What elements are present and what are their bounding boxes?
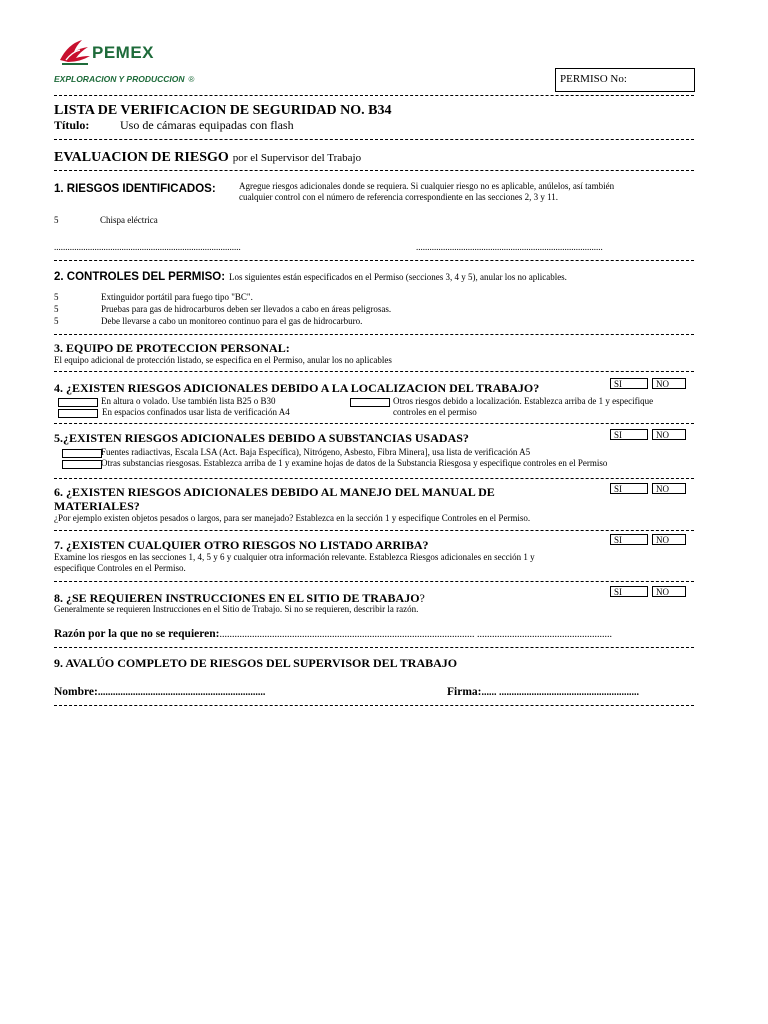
section-4-option-2: En espacios confinados usar lista de verificación A4 [102,407,290,417]
no-checkbox[interactable] [652,378,686,389]
divider [54,423,694,424]
no-label: NO [656,484,669,494]
section-6-heading-line1: 6. ¿EXISTEN RIESGOS ADICIONALES DEBIDO AL MANEJO DEL MANUAL DE [54,485,495,499]
section-5-option-2: Otras substancias riesgosas. Establezca arriba de 1 y examine hojas de datos de la Substancia Riesgosa y especifique controles en el Permiso [101,458,608,468]
divider [54,705,694,706]
divider [54,334,694,335]
brand-name: PEMEX [92,43,155,62]
yes-checkbox[interactable] [610,378,648,389]
yes-label: SI [614,587,623,597]
yes-label: SI [614,379,623,389]
control-item-text: Pruebas para gas de hidrocarburos deben ser llevados a cabo en áreas peligrosas. [101,304,392,314]
section-5-option-1: Fuentes radiactivas, Escala LSA (Act. Baja Específica), Nitrógeno, Asbesto, Fibra Minera], usa lista de verificación A5 [101,447,531,457]
control-item [54,292,253,303]
title-value: Uso de cámaras equipadas con flash [120,118,294,132]
permit-number-box[interactable] [555,68,695,92]
section-1-heading: 1. RIESGOS IDENTIFICADOS: [54,183,216,195]
title-row [54,118,294,133]
no-label: NO [656,379,669,389]
section-7-desc-line2: especifique Controles en el Permiso. [54,563,186,573]
registered-mark: ® [188,75,195,84]
section-2-heading: 2. CONTROLES DEL PERMISO: [54,271,226,283]
divider [54,478,694,479]
yes-checkbox[interactable] [610,429,648,440]
control-item-text: Debe llevarse a cabo un monitoreo continuo para el gas de hidrocarburo. [101,316,363,326]
no-label: NO [656,587,669,597]
option-checkbox[interactable] [58,398,98,407]
option-checkbox[interactable] [350,398,390,407]
reason-dots: ...................................................................................................... ...................................................... [219,629,612,640]
divider [54,371,694,372]
section-6-desc: ¿Por ejemplo existen objetos pesados o largos, para ser manejado? Establezca en la sección 1 y especifique Controles en el Permiso. [54,513,531,523]
risk-item [54,215,158,226]
section-8-heading-text: 8. ¿SE REQUIEREN INSTRUCCIONES EN EL SITIO DE TRABAJO [54,591,420,605]
no-checkbox[interactable] [652,586,686,597]
signature-label: Firma: [447,686,482,698]
evaluation-subtitle: por el Supervisor del Trabajo [232,152,362,164]
reason-label: Razón por la que no se requieren: [54,628,220,640]
no-label: NO [656,430,669,440]
permit-number-label: PERMISO No: [560,73,627,85]
option-checkbox[interactable] [62,460,102,469]
divider [54,139,694,140]
section-4-heading: 4. ¿EXISTEN RIESGOS ADICIONALES DEBIDO A LA LOCALIZACION DEL TRABAJO? [54,381,540,395]
blank-line-left[interactable]: ................................................................................... [54,242,241,252]
no-label: NO [656,535,669,545]
section-4-option-3-line1: Otros riesgos debido a localización. Establezca arriba de 1 y especifique [393,396,654,406]
section-4-option-1: En altura o volado. Use también lista B25 o B30 [101,396,276,406]
blank-line-right[interactable]: ................................................................................... [416,242,603,252]
control-item-number: 5 [54,304,59,314]
divider [54,95,694,96]
title-label: Título: [54,118,90,132]
yes-label: SI [614,484,623,494]
section-3-heading: 3. EQUIPO DE PROTECCION PERSONAL: [54,341,290,355]
name-label: Nombre: [54,686,98,698]
no-checkbox[interactable] [652,534,686,545]
control-item-number: 5 [54,316,59,326]
risk-item-text: Chispa eléctrica [100,215,158,225]
section-9-heading: 9. AVALÚO COMPLETO DE RIESGOS DEL SUPERVISOR DEL TRABAJO [54,656,458,670]
section-5-heading: 5.¿EXISTEN RIESGOS ADICIONALES DEBIDO A SUBSTANCIAS USADAS? [54,431,469,445]
divider [54,647,694,648]
control-item-number: 5 [54,292,59,302]
divider [54,530,694,531]
section-7-desc-line1: Examine los riesgos en las secciones 1, 4, 5 y 6 y cualquier otra información relevante. Establezca Riesgos adicionales en sección 1 y [54,552,535,562]
reason-field[interactable] [54,628,612,640]
section-1-desc-line1: Agregue riesgos adicionales donde se requiera. Si cualquier riesgo no es aplicable, anúlelos, así también [239,181,615,191]
section-8-heading-qmark: ? [419,591,425,605]
evaluation-title: EVALUACION DE RIESGO [54,150,229,165]
section-7-heading: 7. ¿EXISTEN CUALQUIER OTRO RIESGOS NO LISTADO ARRIBA? [54,538,429,552]
brand-subtitle: EXPLORACION Y PRODUCCION [54,74,185,84]
control-item-text: Extinguidor portátil para fuego tipo "BC". [101,292,253,302]
section-8-desc: Generalmente se requieren Instrucciones en el Sitio de Trabajo. Si no se requieren, describir la razón. [54,604,419,614]
divider [54,170,694,171]
yes-label: SI [614,535,623,545]
yes-checkbox[interactable] [610,534,648,545]
pemex-logo [54,38,195,84]
evaluation-heading [54,148,361,166]
divider [54,581,694,582]
section-3-desc: El equipo adicional de protección listado, se especifica en el Permiso, anular los no aplicables [54,355,392,365]
brand-subtitle-row [54,69,194,87]
signature-field[interactable] [447,686,639,698]
yes-checkbox[interactable] [610,483,648,494]
yes-label: SI [614,430,623,440]
no-checkbox[interactable] [652,429,686,440]
signature-dots: ...... ........................................................ [481,687,639,698]
section-2-desc: Los siguientes están especificados en el Permiso (secciones 3, 4 y 5), anular los no aplicables. [229,272,567,282]
risk-item-number: 5 [54,215,59,225]
section-2 [54,267,567,285]
section-4-option-3-line2: controles en el permiso [393,407,477,417]
option-checkbox[interactable] [58,409,98,418]
name-field[interactable] [54,686,265,698]
yes-checkbox[interactable] [610,586,648,597]
section-1 [54,179,694,202]
option-checkbox[interactable] [62,449,102,458]
no-checkbox[interactable] [652,483,686,494]
divider [54,260,694,261]
pemex-eagle-icon [58,38,92,66]
control-item [54,304,392,315]
section-1-desc-line2: cualquier control con el número de referencia correspondiente en las secciones 2, 3 y 11. [239,192,559,202]
name-dots: ................................................................... [97,687,266,698]
section-6-heading-line2: MATERIALES? [54,499,140,513]
control-item [54,316,363,327]
checklist-title: LISTA DE VERIFICACION DE SEGURIDAD NO. B34 [54,103,392,118]
